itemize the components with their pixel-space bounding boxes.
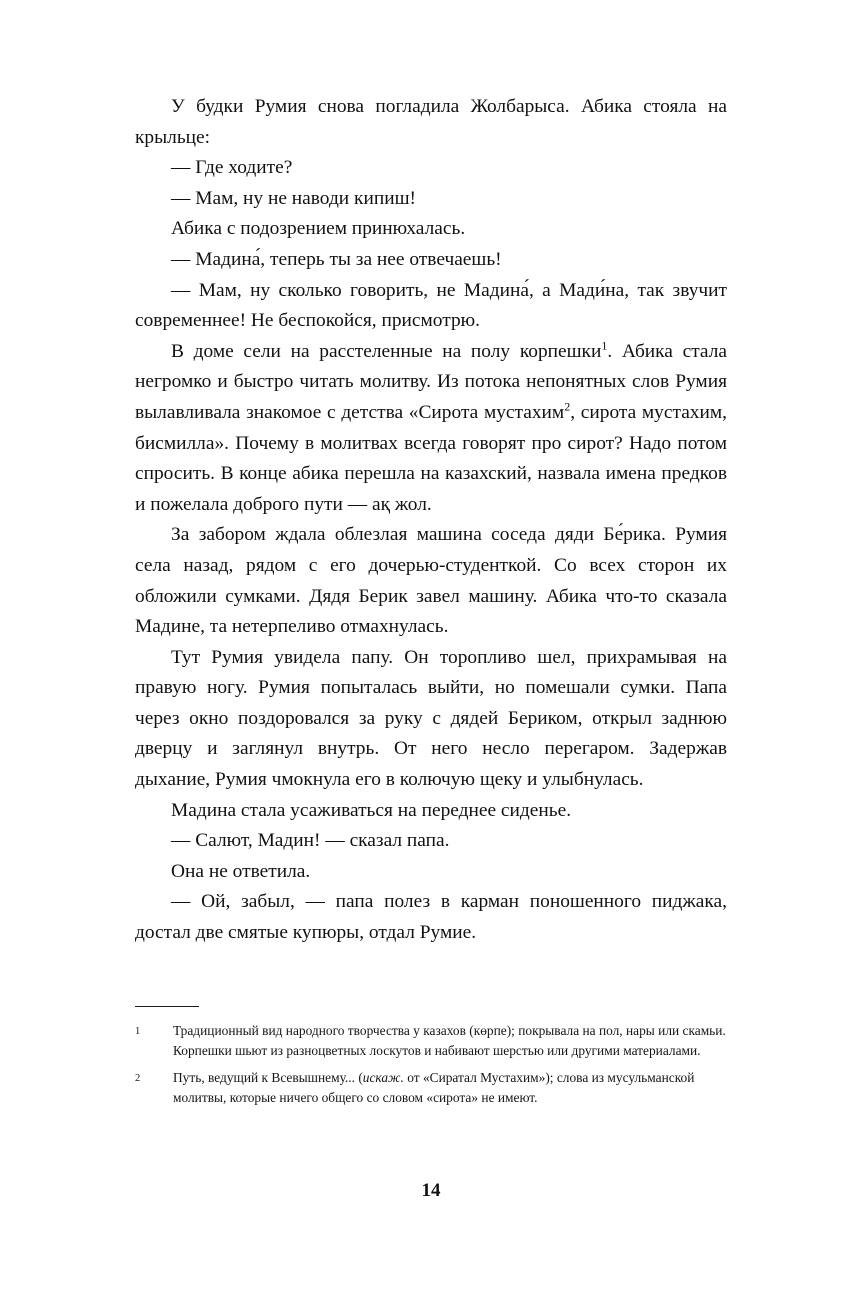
footnote-marker: 1	[135, 1026, 141, 1037]
footnote-item	[135, 1068, 727, 1107]
paragraph-text: Тут Румия увидела папу. Он торопливо шел, прихрамывая на правую ногу. Румия попыталась выйти, но помешали сумки. Папа через окно поздоровался за руку с дядей Бериком, открыл заднюю дверцу и заглянул внутрь. От него несло перегаром. Задержав дыхание, Румия чмокнула его в колючую щеку и улыбнулась.	[135, 646, 727, 791]
footnote-item	[135, 1021, 727, 1060]
paragraph	[135, 184, 727, 215]
paragraph	[135, 520, 727, 642]
page-number: 14	[421, 1180, 441, 1201]
footnote-text-before: Путь, ведущий к Всевышнему... (	[173, 1070, 363, 1086]
page-body	[135, 92, 727, 949]
footnote-section	[135, 1006, 727, 1115]
paragraph-text: — Салют, Мадин! — сказал папа.	[171, 830, 450, 852]
paragraph	[135, 796, 727, 827]
paragraph	[135, 887, 727, 948]
paragraph-text: — Где ходите?	[171, 157, 293, 179]
footnote-text-after: от «Сиратал Мустахим»); слова из мусульманской молитвы, которые ничего общего со словом «сирота» не имеют.	[173, 1070, 695, 1105]
paragraph-text: Мадина стала усаживаться на переднее сиденье.	[171, 799, 572, 821]
paragraph-text: Она не ответила.	[171, 860, 311, 882]
paragraph-text: У будки Румия снова погладила Жолбарыса. Абика стояла на крыльце:	[135, 96, 727, 148]
paragraph	[135, 857, 727, 888]
footnote-ref-2[interactable]: 2	[564, 399, 571, 414]
paragraph	[135, 92, 727, 153]
paragraph-text: — Мадина́, теперь ты за нее отвечаешь!	[171, 248, 502, 270]
paragraph	[135, 245, 727, 276]
paragraph	[135, 643, 727, 796]
paragraph-with-footnotes: В доме сели на расстеленные на полу корпешки$^1$. Абика стала негромко и быстро читать молитву. Из потока непонятных слов Румия вылавливала знакомое с детства «Сирота мустахим$^2$, сирота мустахим, бисмилла». Почему в молитвах всегда говорят про сирот? Надо потом спросить. В конце абика перешла на казахский, назвала имена предков и пожелала доброго пути — ақ жол.	[135, 338, 727, 515]
footnote-ref-1[interactable]: 1	[601, 338, 608, 353]
footnote-divider	[135, 1006, 199, 1007]
paragraph	[135, 214, 727, 245]
paragraph-text: — Ой, забыл, — папа полез в карман поношенного пиджака, достал две смятые купюры, отдал Румие.	[135, 891, 727, 944]
paragraph-text: Абика с подозрением принюхалась.	[171, 218, 466, 240]
paragraph-text: — Мам, ну сколько говорить, не Мадина́, а Мади́на, так звучит современнее! Не беспокойся, присмотрю.	[135, 279, 727, 332]
paragraph-text: За забором ждала облезлая машина соседа дяди Бе́рика. Румия села назад, рядом с его дочерью-студенткой. Со всех сторон их обложили сумками. Дядя Берик завел машину. Абика что-то сказала Мадине, та нетерпеливо отмахнулась.	[135, 524, 727, 638]
footnote-text: Традиционный вид народного творчества у казахов (көрпе); покрывала на пол, нары или скамьи. Корпешки шьют из разноцветных лоскутов и набивают шерстью или другими материалами.	[173, 1023, 726, 1058]
paragraph	[135, 826, 727, 857]
footnote-text-italic: искаж.	[362, 1070, 404, 1086]
paragraph	[135, 276, 727, 337]
footnote-text	[173, 1068, 727, 1107]
paragraph-text: — Мам, ну не наводи кипиш!	[171, 187, 416, 209]
footnote-marker: 2	[135, 1073, 141, 1085]
paragraph	[135, 153, 727, 184]
